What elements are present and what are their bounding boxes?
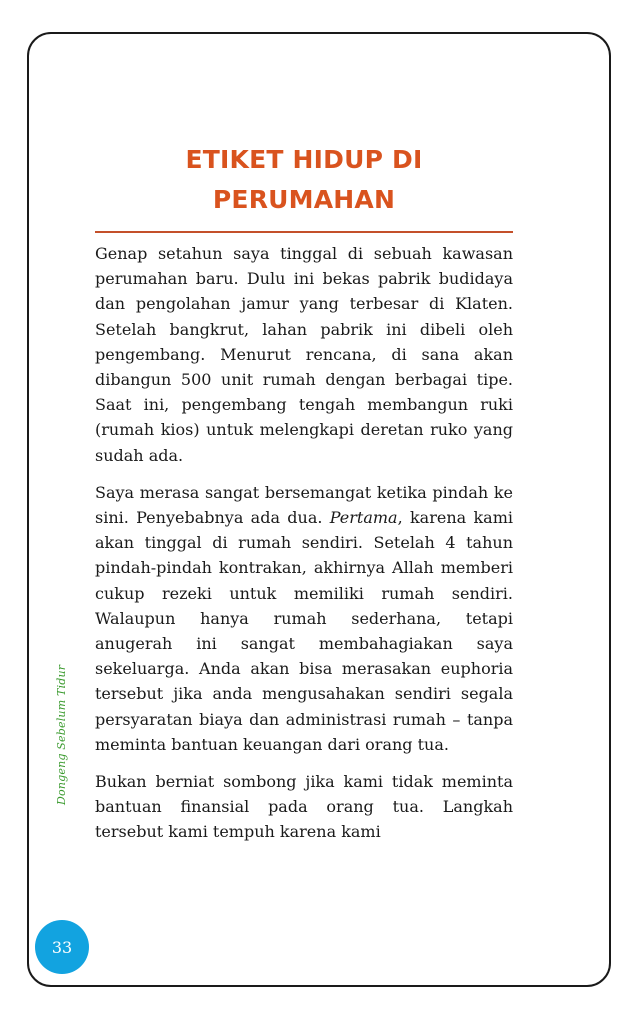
paragraph-2-italic: Pertama <box>329 508 398 528</box>
paragraph-1: Genap setahun saya tinggal di sebuah kawasan perumahan baru. Dulu ini bekas pabrik budidaya dan pengolahan jamur yang terbesar di Klaten. Setelah bangkrut, lahan pabrik ini dibeli oleh pengembang. Menurut rencana, di sana akan dibangun 500 unit rumah dengan berbagai tipe. Saat ini, pengembang tengah membangun ruki (rumah kios) untuk melengkapi deretan ruko yang sudah ada. <box>95 244 513 465</box>
paragraph-2 <box>95 480 513 757</box>
paragraph-2-text-b: , karena kami akan tinggal di rumah sendiri. Setelah 4 tahun pindah-pindah kontrakan, akhirnya Allah memberi cukup rezeki untuk memiliki rumah sendiri. Walaupun hanya rumah sederhana, tetapi anugerah ini sangat membahagiakan saya sekeluarga. Anda akan bisa merasakan euphoria tersebut jika anda mengusahakan sendiri segala persyaratan biaya dan administrasi rumah – tanpa meminta bantuan keuangan dari orang tua. <box>95 508 513 754</box>
paragraph-3: Bukan berniat sombong jika kami tidak meminta bantuan finansial pada orang tua. Langkah tersebut kami tempuh karena kami <box>95 772 513 842</box>
paragraph-2-text-a: Saya merasa sangat bersemangat ketika pindah ke sini. Penyebabnya ada dua. <box>95 482 513 528</box>
book-title-vertical: Dongeng Sebelum Tidur <box>55 664 68 805</box>
title-divider <box>95 231 513 233</box>
chapter-title <box>95 140 513 220</box>
body-text <box>95 241 513 845</box>
chapter-title-line-1: ETIKET HIDUP DI <box>185 145 423 174</box>
page-number: 33 <box>51 937 73 957</box>
chapter-title-line-2: PERUMAHAN <box>212 185 396 214</box>
page-number-badge <box>35 920 89 974</box>
